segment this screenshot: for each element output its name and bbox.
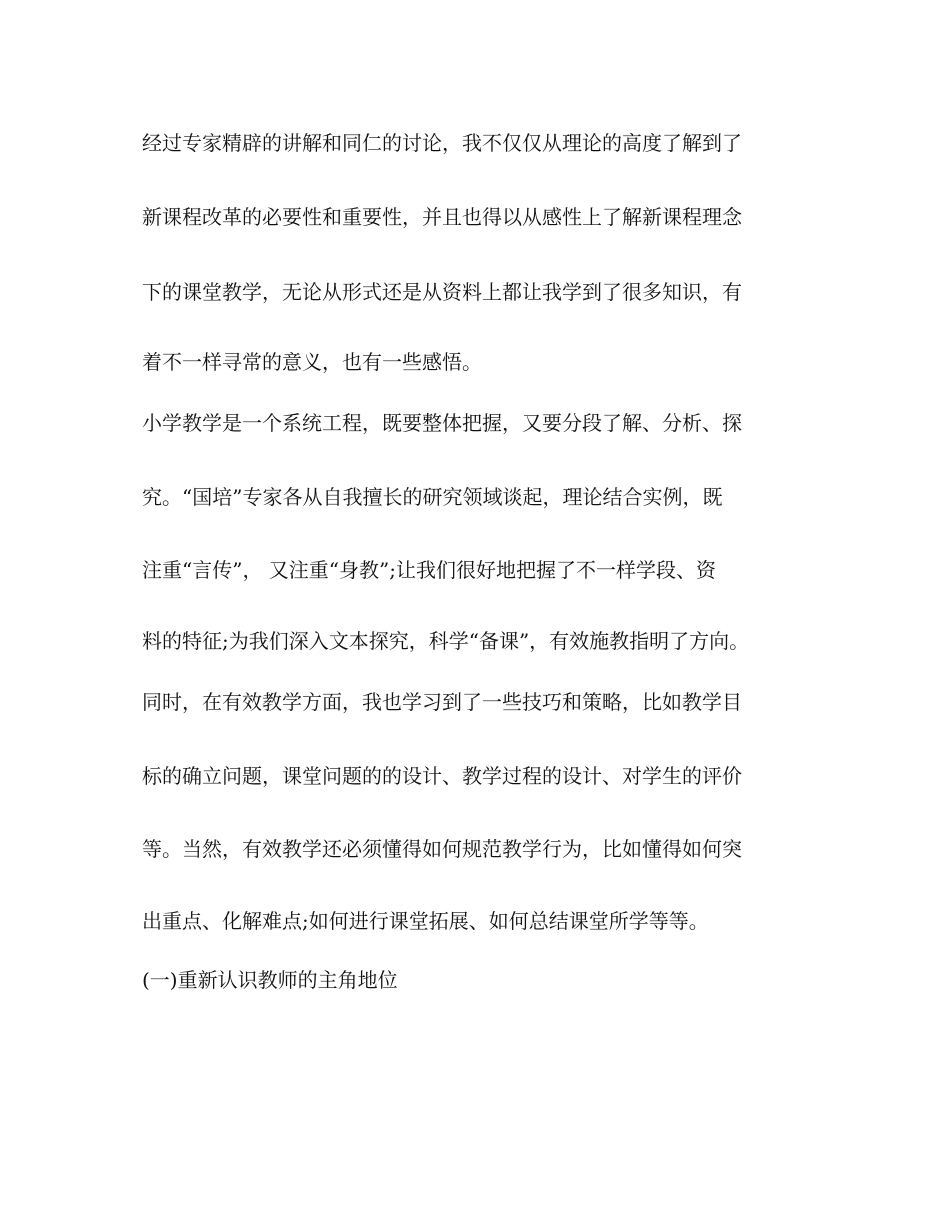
text-line: 究。“国培”专家各从自我擅长的研究领域谈起，理论结合实例，既 <box>142 485 723 509</box>
text-line: 等。当然，有效教学还必须懂得如何规范教学行为，比如懂得如何突 <box>142 837 742 861</box>
text-line: 料的特征;为我们深入文本探究，科学“备课”，有效施教指明了方向。 <box>142 629 750 653</box>
text-line: 同时，在有效教学方面，我也学习到了一些技巧和策略，比如教学目 <box>142 690 742 714</box>
text-line: 经过专家精辟的讲解和同仁的讨论，我不仅仅从理论的高度了解到了 <box>142 131 742 155</box>
text-line: 小学教学是一个系统工程，既要整体把握，又要分段了解、分析、探 <box>142 411 742 435</box>
text-line: 注重“言传”， 又注重“身教”;让我们很好地把握了不一样学段、资 <box>142 558 716 582</box>
text-line: 出重点、化解难点;如何进行课堂拓展、如何总结课堂所学等等。 <box>142 909 709 933</box>
text-line: 着不一样寻常的意义，也有一些感悟。 <box>142 350 482 374</box>
text-line: 下的课堂教学，无论从形式还是从资料上都让我学到了很多知识，有 <box>142 280 742 304</box>
section-heading: (一)重新认识教师的主角地位 <box>142 968 398 992</box>
text-line: 标的确立问题，课堂问题的的设计、教学过程的设计、对学生的评价 <box>142 764 742 788</box>
text-line: 新课程改革的必要性和重要性，并且也得以从感性上了解新课程理念 <box>142 205 742 229</box>
